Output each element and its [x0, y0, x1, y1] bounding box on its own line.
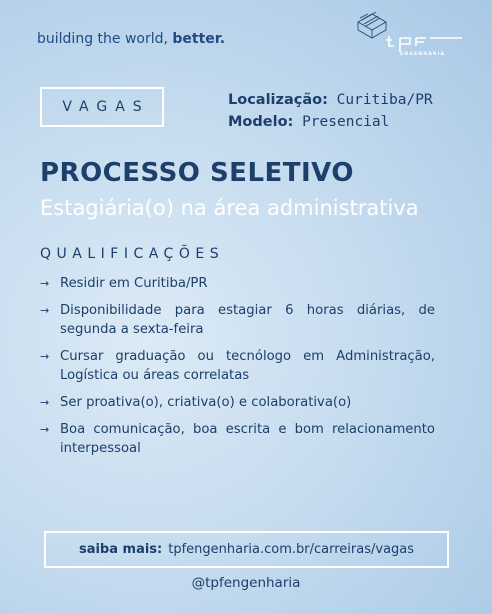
social-handle[interactable]: @tpfengenharia — [191, 575, 301, 591]
more-info-label: saiba mais: — [78, 542, 163, 557]
arrow-right-icon: → — [40, 396, 50, 409]
location-row — [228, 89, 433, 111]
careers-link[interactable]: tpfengenharia.com.br/carreiras/vagas — [168, 542, 415, 557]
qualifications-list — [40, 274, 435, 466]
page-subtitle: Estagiária(o) na área administrativa — [40, 196, 419, 220]
job-info — [228, 89, 433, 133]
list-item — [40, 420, 435, 458]
location-label: Localização: — [228, 92, 328, 108]
list-item — [40, 301, 435, 339]
list-item-text: Boa comunicação, boa escrita e bom relacionamento interpessoal — [60, 422, 435, 456]
location-value: Curitiba/PR — [336, 92, 433, 108]
vagas-label: VAGAS — [40, 87, 164, 127]
list-item — [40, 274, 435, 293]
list-item — [40, 393, 435, 412]
list-item-text: Ser proativa(o), criativa(o) e colaborativa(o) — [60, 395, 352, 410]
model-row — [228, 111, 433, 133]
list-item-text: Residir em Curitiba/PR — [60, 276, 208, 291]
list-item-text: Cursar graduação ou tecnólogo em Administração, Logística ou áreas correlatas — [60, 349, 435, 383]
logo-subtitle: ENGENHARIA — [400, 52, 446, 57]
arrow-right-icon: → — [40, 350, 50, 363]
arrow-right-icon: → — [40, 277, 50, 290]
qualifications-heading: QUALIFICAÇÕES — [40, 246, 225, 262]
list-item — [40, 347, 435, 385]
model-value: Presencial — [302, 114, 390, 130]
model-label: Modelo: — [228, 114, 294, 130]
tpf-logo — [354, 12, 466, 60]
tagline — [37, 31, 225, 47]
arrow-right-icon: → — [40, 304, 50, 317]
arrow-right-icon: → — [40, 423, 50, 436]
tagline-bold: better. — [172, 31, 226, 47]
tagline-regular: building the world, — [37, 31, 173, 47]
list-item-text: Disponibilidade para estagiar 6 horas diárias, de segunda a sexta-feira — [60, 303, 435, 337]
page-title: PROCESSO SELETIVO — [40, 158, 354, 188]
more-info-box — [44, 531, 449, 568]
